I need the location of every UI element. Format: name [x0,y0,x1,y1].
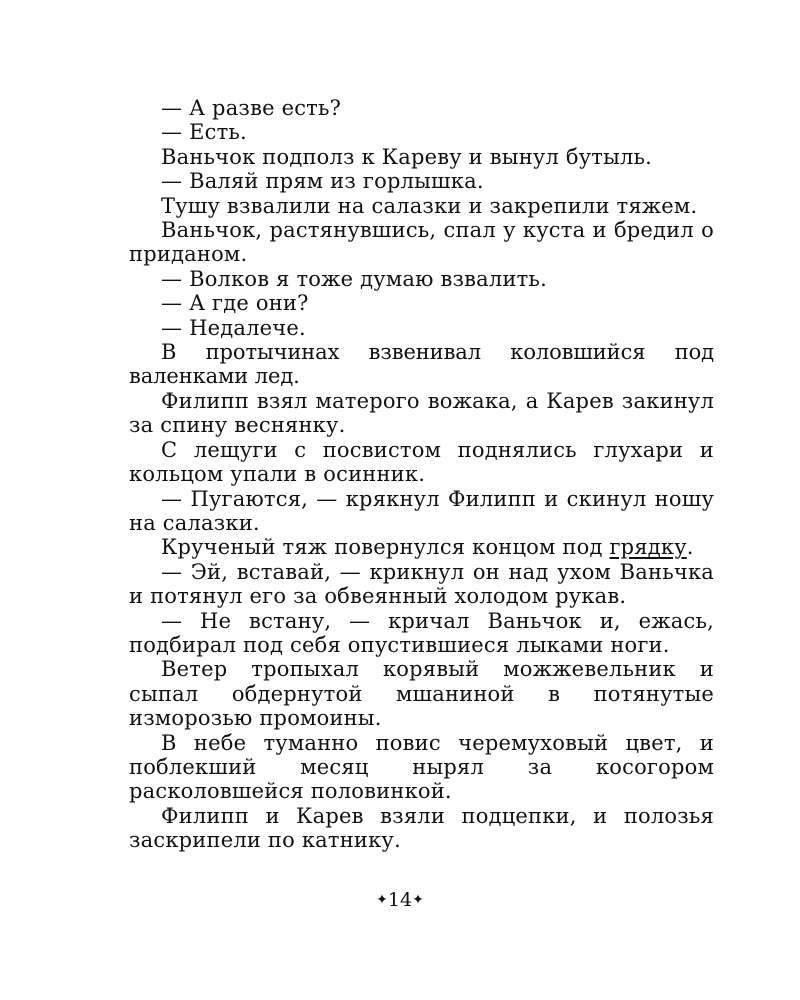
paragraph: — А где они? [161,291,309,316]
paragraph: — Не встану, — кричал Ваньчок и, ежась, подбирал под себя опустившиеся лыками ноги. [129,608,714,657]
paragraph: — Валяй прям из горлышка. [161,169,484,194]
paragraph: Тушу взвалили на салазки и закрепили тяжем. [161,193,698,218]
paragraph: — А разве есть? [161,96,342,120]
paragraph-text: . [686,535,694,560]
paragraph: — Эй, вставай, — крикнул он над ухом Ваньчка и потянул его за обвеянный холодом рукав. [129,559,714,609]
paragraph: Ваньчок, растянувшись, спал у куста и бредил о приданом. [129,218,714,267]
page-number [0,888,800,912]
paragraph-text: Крученый тяж повернулся концом под [161,535,610,560]
paragraph: — Пугаются, — крякнул Филипп и скинул ношу на салазки. [129,486,714,535]
paragraph: Филипп и Карев взяли подцепки, и полозья заскрипели по катнику. [129,803,714,853]
ornament-left-icon: ✦ [376,892,388,908]
paragraph: Ваньчок подполз к Кареву и вынул бутыль. [161,144,653,169]
ornament-right-icon: ✦ [412,892,424,908]
paragraph: Ветер тропыхал корявый можжевельник и сыпал обдернутой мшаниной в потянутые изморозью промоины. [129,657,714,731]
paragraph: В протычинах взвенивал коловшийся под валенками лед. [129,340,714,389]
hyperlink-word[interactable]: грядку [609,535,687,560]
page-number-value: 14 [387,889,413,911]
paragraph: В небе туманно повис черемуховый цвет, и поблекший месяц нырял за косогором расколовшейся половинкой. [129,730,714,804]
paragraph: — Недалече. [161,315,306,340]
paragraph: — Есть. [161,120,247,145]
paragraph: Филипп взял матерого вожака, а Карев закинул за спину веснянку. [129,388,714,438]
paragraph: С лещуги с посвистом поднялись глухари и кольцом упали в осинник. [129,437,714,487]
paragraph-with-link [129,535,714,559]
paragraph: — Волков я тоже думаю взвалить. [161,266,547,291]
book-page-text [129,96,714,853]
